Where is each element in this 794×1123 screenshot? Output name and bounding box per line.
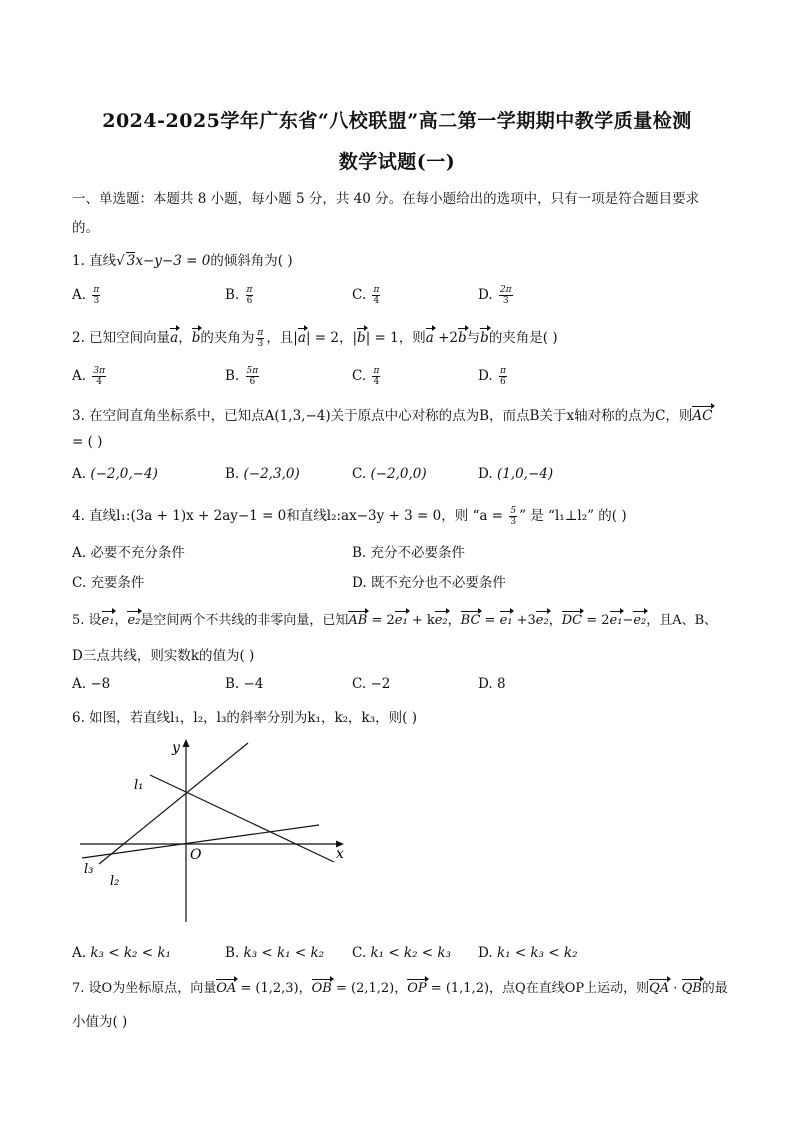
q4-option-a: A. 必要不充分条件 (72, 545, 185, 561)
section-instructions: 一、单选题：本题共 8 小题，每小题 5 分，共 40 分。在每小题给出的选项中，只有一项是符合题目要求 (72, 191, 700, 207)
question-5: 5. 设e₁，e₂是空间两个不共线的非零向量，已知AB = 2e₁ + ke₂，BC = e₁ +3e₂，DC = 2e₁−e₂，且A、B、 (72, 613, 718, 628)
q6-option-a: A. k₃ < k₂ < k₁ (72, 945, 171, 961)
exam-subtitle: 数学试题(一) (338, 151, 456, 173)
q2-option-b: B. $\frac{5\pi}{6}$ (225, 366, 259, 387)
y-axis-arrow (183, 739, 190, 747)
question-7: 7. 设O为坐标原点，向量OA = (1,2,3)，OB = (2,1,2)，OP = (1,1,2)，点Q在直线OP上运动，则QA · QB的最 (72, 981, 728, 996)
sqrt-radicand: 3 (126, 253, 136, 269)
q1-option-a: A. $\frac{\pi}{3}$ (72, 285, 100, 306)
l3-label: l₃ (84, 862, 94, 877)
vector-a: a (170, 330, 179, 346)
question-4: 4. 直线l₁:(3a + 1)x + 2ay−1 = 0和直线l₂:ax−3y + 3 = 0，则 “a = $\frac{5}{3}$ ” 是 “l₁⊥l₂” 的( ) (72, 506, 627, 527)
q6-option-d: D. k₁ < k₃ < k₂ (478, 945, 578, 961)
l2-label: l₂ (110, 874, 120, 889)
equation: x−y−3 = 0 (135, 253, 211, 269)
q3-option-d: D. (1,0,−4) (478, 466, 554, 482)
exam-title: 2024-2025学年广东省“八校联盟”高二第一学期期中教学质量检测 (102, 110, 692, 132)
line-l1 (150, 775, 334, 862)
q4-option-b: B. 充分不必要条件 (352, 545, 466, 561)
q2-option-d: D. $\frac{\pi}{6}$ (478, 366, 506, 387)
q4-option-c: C. 充要条件 (72, 575, 145, 591)
q6-option-c: C. k₁ < k₂ < k₃ (352, 945, 452, 961)
q4-option-d: D. 既不充分也不必要条件 (352, 575, 506, 591)
q5-option-c: C. −2 (352, 676, 391, 692)
question-3-cont: = ( ) (72, 434, 103, 450)
origin-label: O (190, 847, 202, 863)
l1-label: l₁ (134, 778, 144, 793)
question-3: 3. 在空间直角坐标系中，已知点A(1,3,−4)关于原点中心对称的点为B，而点B关于x轴对称的点为C，则AC (72, 408, 713, 424)
q1-option-d: D. $\frac{2\pi}{3}$ (478, 285, 512, 306)
q1-option-b: B. $\frac{\pi}{6}$ (225, 285, 253, 306)
q5-option-a: A. −8 (72, 676, 111, 692)
y-axis-label: y (172, 740, 180, 756)
x-axis-label: x (336, 846, 344, 862)
q3-option-a: A. (−2,0,−4) (72, 466, 158, 482)
q2-option-c: C. $\frac{\pi}{4}$ (352, 366, 380, 387)
q2-option-a: A. $\frac{3\pi}{4}$ (72, 366, 105, 387)
vector-b: b (191, 330, 201, 346)
q3-option-b: B. (−2,3,0) (225, 466, 300, 482)
vector-ac: AC (692, 408, 713, 424)
q3-option-c: C. (−2,0,0) (352, 466, 427, 482)
question-7-cont: 小值为( ) (72, 1014, 128, 1030)
q6-option-b: B. k₃ < k₁ < k₂ (225, 945, 325, 961)
q6-lines-figure (72, 735, 362, 935)
question-2: 2. 已知空间向量a，b的夹角为 $\frac{\pi}{3}$ ，且|a| = 2，|b| = 1，则a +2b与b的夹角是( ) (72, 328, 558, 349)
q5-option-d: D. 8 (478, 676, 506, 692)
question-5-cont: D三点共线，则实数k的值为( ) (72, 648, 255, 664)
question-1: 1. 直线√ 3x−y−3 = 0的倾斜角为( ) (72, 253, 293, 269)
q1-option-c: C. $\frac{\pi}{4}$ (352, 285, 380, 306)
question-6: 6. 如图，若直线l₁，l₂，l₃的斜率分别为k₁，k₂，k₃，则( ) (72, 710, 417, 726)
q5-option-b: B. −4 (225, 676, 264, 692)
section-instructions-cont: 的。 (72, 220, 99, 236)
